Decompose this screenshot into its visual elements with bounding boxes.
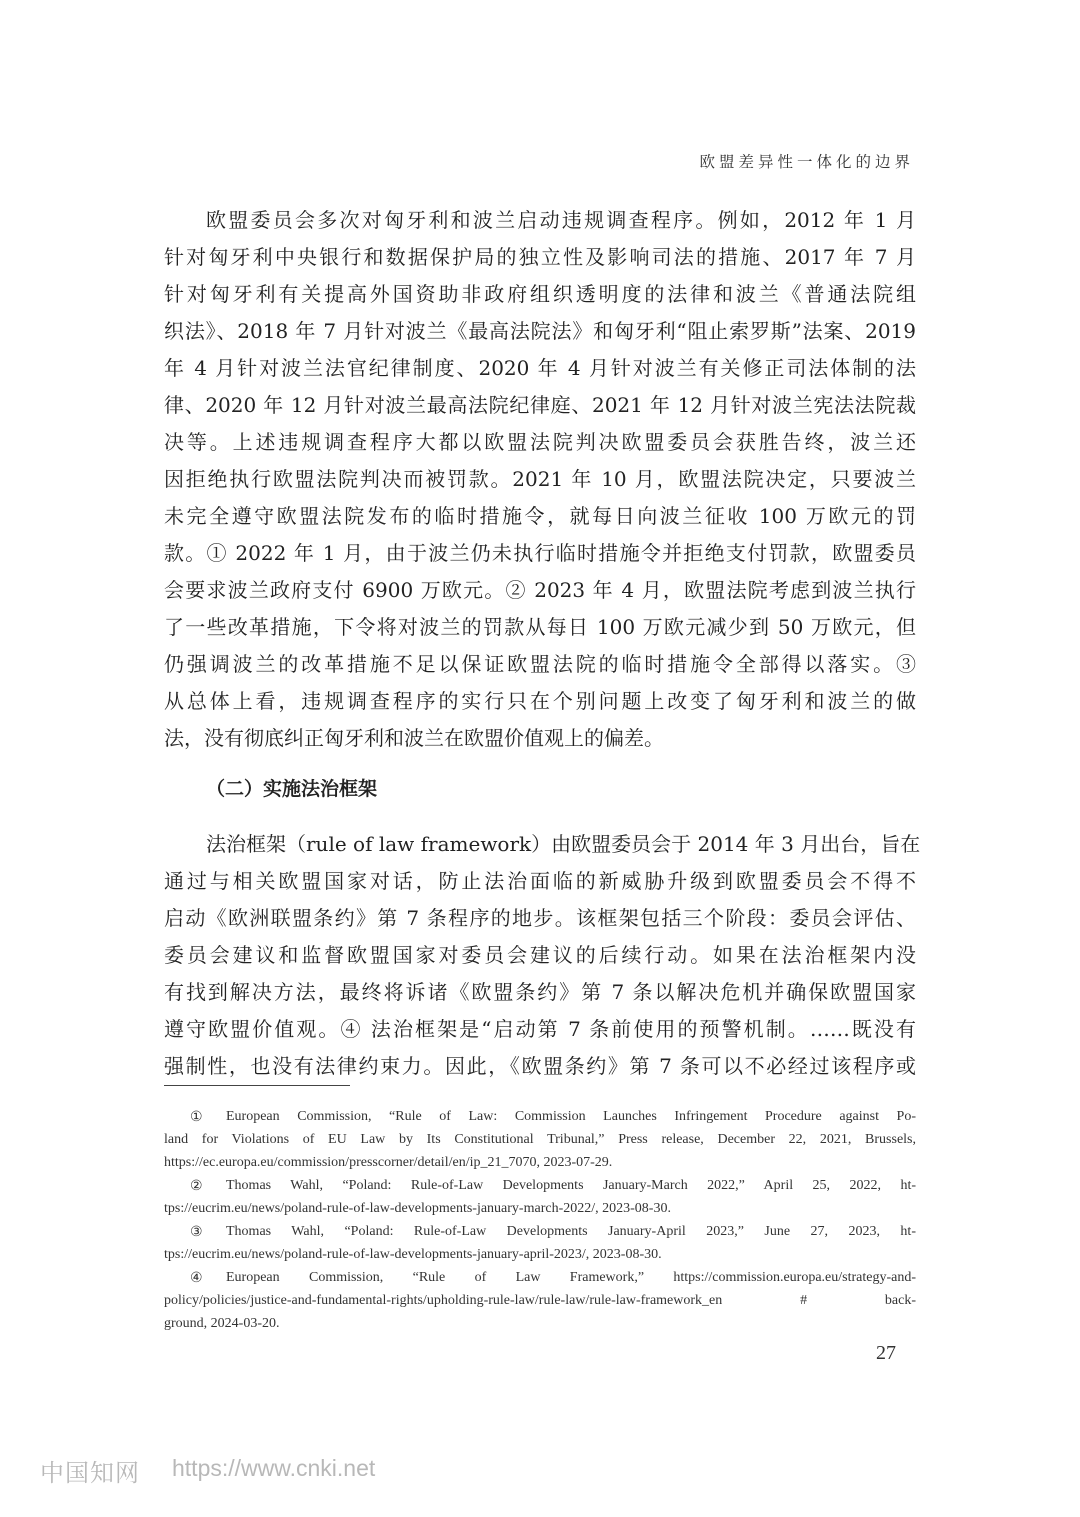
footnote-line: https://ec.europa.eu/commission/presscorner/detail/en/ip_21_7070, 2023-07-29. [164,1155,613,1170]
watermark-url: https://www.cnki.net [172,1455,376,1481]
body-line: 年 4 月针对波兰法官纪律制度、2020 年 4 月针对波兰有关修正司法体制的法 [164,356,916,380]
running-header: 欧盟差异性一体化的边界 [699,153,914,171]
footnote-line: policy/policies/justice-and-fundamental-rights/upholding-rule-law/rule-law/rule-law-framework_en # back- [164,1293,916,1308]
body-line: 从总体上看，违规调查程序的实行只在个别问题上改变了匈牙利和波兰的做 [164,689,916,713]
body-line: 了一些改革措施，下令将对波兰的罚款从每日 100 万欧元减少到 50 万欧元，但 [164,615,916,639]
body-line: 欧盟委员会多次对匈牙利和波兰启动违规调查程序。例如，2012 年 1 月 [206,208,916,232]
body-line: 法治框架（rule of law framework）由欧盟委员会于 2014 年 3 月出台，旨在 [206,832,921,856]
body-line: 仍强调波兰的改革措施不足以保证欧盟法院的临时措施令全部得以落实。③ [164,652,916,676]
body-line: 款。① 2022 年 1 月，由于波兰仍未执行临时措施令并拒绝支付罚款，欧盟委员 [164,541,916,565]
body-line: 因拒绝执行欧盟法院判决而被罚款。2021 年 10 月，欧盟法院决定，只要波兰 [164,467,916,491]
footnote-line: tps://eucrim.eu/news/poland-rule-of-law-developments-january-march-2022/, 2023-08-30. [164,1201,671,1216]
footnote-line: Thomas Wahl, “Poland: Rule-of-Law Developments January-March 2022,” April 25, 2022, ht- [226,1178,916,1193]
body-line: 遵守欧盟价值观。④ 法治框架是“启动第 7 条前使用的预警机制。……既没有 [164,1017,916,1041]
body-line: 通过与相关欧盟国家对话，防止法治面临的新威胁升级到欧盟委员会不得不 [164,869,916,893]
body-line: 启动《欧洲联盟条约》第 7 条程序的地步。该框架包括三个阶段：委员会评估、 [164,906,916,930]
footnote-marker: ③ [190,1224,203,1240]
body-line: 针对匈牙利中央银行和数据保护局的独立性及影响司法的措施、2017 年 7 月 [164,245,916,269]
body-line: 织法》、2018 年 7 月针对波兰《最高法院法》和匈牙利“阻止索罗斯”法案、2019 [164,319,916,343]
body-line: 针对匈牙利有关提高外国资助非政府组织透明度的法律和波兰《普通法院组 [164,282,916,306]
footnote-line: European Commission, “Rule of Law Framework,” https://commission.europa.eu/strategy-and- [226,1270,916,1285]
body-line: 决等。上述违规调查程序大都以欧盟法院判决欧盟委员会获胜告终，波兰还 [164,430,916,454]
footnote-line: European Commission, “Rule of Law: Commission Launches Infringement Procedure against Po- [226,1109,916,1124]
footnote-marker: ④ [190,1270,203,1286]
body-line: 未完全遵守欧盟法院发布的临时措施令，就每日向波兰征收 100 万欧元的罚 [164,504,916,528]
footnote-line: land for Violations of EU Law by Its Constitutional Tribunal,” Press release, December 22, 2021, Brussels, [164,1132,916,1147]
footnote-line: Thomas Wahl, “Poland: Rule-of-Law Developments January-April 2023,” June 27, 2023, ht- [226,1224,916,1239]
footnote-marker: ① [190,1109,203,1125]
footnote-line: tps://eucrim.eu/news/poland-rule-of-law-developments-january-april-2023/, 2023-08-30. [164,1247,662,1262]
body-line: 律、2020 年 12 月针对波兰最高法院纪律庭、2021 年 12 月针对波兰宪法法院裁 [164,393,916,417]
watermark-brand: 中国知网 [40,1459,140,1487]
body-line: 委员会建议和监督欧盟国家对委员会建议的后续行动。如果在法治框架内没 [164,943,916,967]
body-line: 强制性，也没有法律约束力。因此，《欧盟条约》第 7 条可以不必经过该程序或 [164,1054,916,1078]
section-heading: （二）实施法治框架 [206,778,378,800]
footnote-line: ground, 2024-03-20. [164,1316,280,1331]
body-line: 有找到解决方法，最终将诉诸《欧盟条约》第 7 条以解决危机并确保欧盟国家 [164,980,916,1004]
footnote-marker: ② [190,1178,203,1194]
footnote-divider [164,1085,350,1086]
page-number: 27 [876,1342,896,1364]
body-line: 会要求波兰政府支付 6900 万欧元。② 2023 年 4 月，欧盟法院考虑到波兰执行 [164,578,916,602]
body-line: 法，没有彻底纠正匈牙利和波兰在欧盟价值观上的偏差。 [164,726,664,750]
